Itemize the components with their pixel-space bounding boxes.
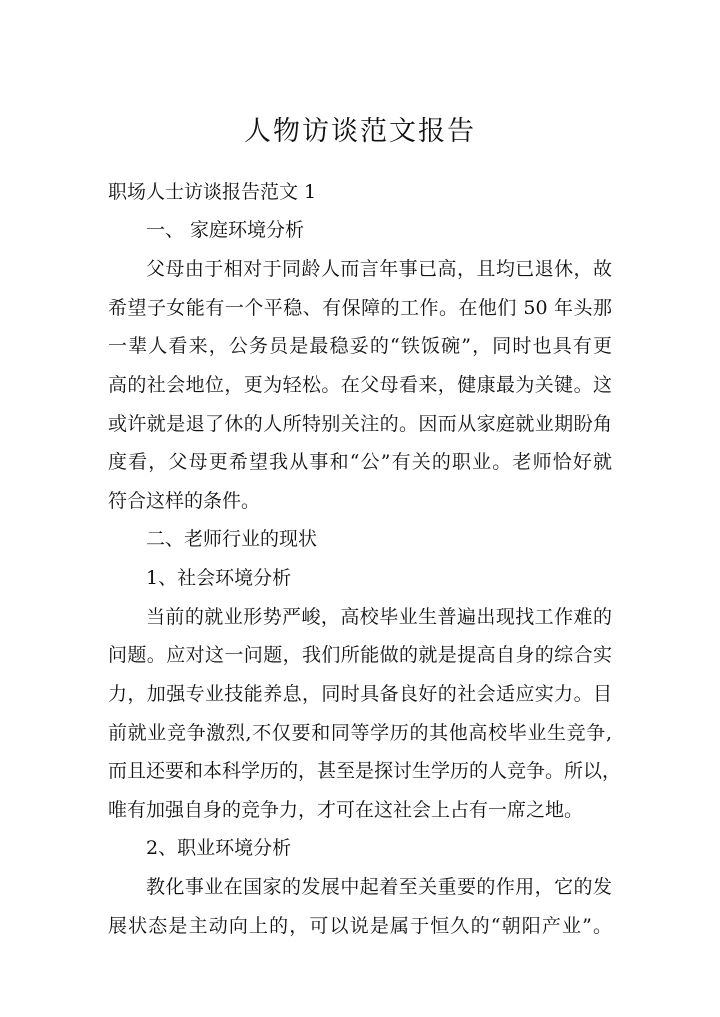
paragraph-line: 而且还要和本科学历的，甚至是探讨生学历的人竞争。所以， xyxy=(108,760,622,782)
paragraph-line: 唯有加强自身的竞争力，才可在这社会上占有一席之地。 xyxy=(108,799,584,821)
section-heading: 二、老师行业的现状 xyxy=(146,528,318,550)
paragraph-line: 当前的就业形势严峻，高校毕业生普遍出现找工作难的 xyxy=(146,606,612,628)
paragraph-line: 展状态是主动向上的，可以说是属于恒久的“朝阳产业”。 xyxy=(108,915,612,937)
paragraph-line: 或许就是退了休的人所特别关注的。因而从家庭就业期盼角 xyxy=(108,413,612,435)
paragraph-line: 教化事业在国家的发展中起着至关重要的作用，它的发 xyxy=(146,876,612,898)
paragraph-line: 力，加强专业技能养息，同时具备良好的社会适应实力。目 xyxy=(108,683,612,705)
section-heading: 职场人士访谈报告范文 1 xyxy=(108,181,317,203)
subsection-heading: 一、 家庭环境分析 xyxy=(146,219,305,241)
paragraph-line: 希望子女能有一个平稳、有保障的工作。在他们 50 年头那 xyxy=(108,297,612,319)
paragraph-line: 符合这样的条件。 xyxy=(108,490,261,512)
paragraph-line: 父母由于相对于同龄人而言年事已高，且均已退休，故 xyxy=(146,258,612,280)
paragraph-line: 问题。应对这一问题，我们所能做的就是提高自身的综合实 xyxy=(108,644,612,666)
paragraph-line: 一辈人看来，公务员是最稳妥的“铁饭碗”，同时也具有更 xyxy=(108,335,612,357)
subsection-heading: 1、社会环境分析 xyxy=(146,567,292,589)
paragraph-line: 高的社会地位，更为轻松。在父母看来，健康最为关键。这 xyxy=(108,374,612,396)
paragraph-line: 度看，父母更希望我从事和“公”有关的职业。老师恰好就 xyxy=(108,451,612,473)
document-title: 人物访谈范文报告 xyxy=(244,116,476,147)
paragraph-line: 前就业竞争激烈,不仅要和同等学历的其他高校毕业生竞争, xyxy=(108,722,612,744)
subsection-heading: 2、职业环境分析 xyxy=(146,837,292,859)
